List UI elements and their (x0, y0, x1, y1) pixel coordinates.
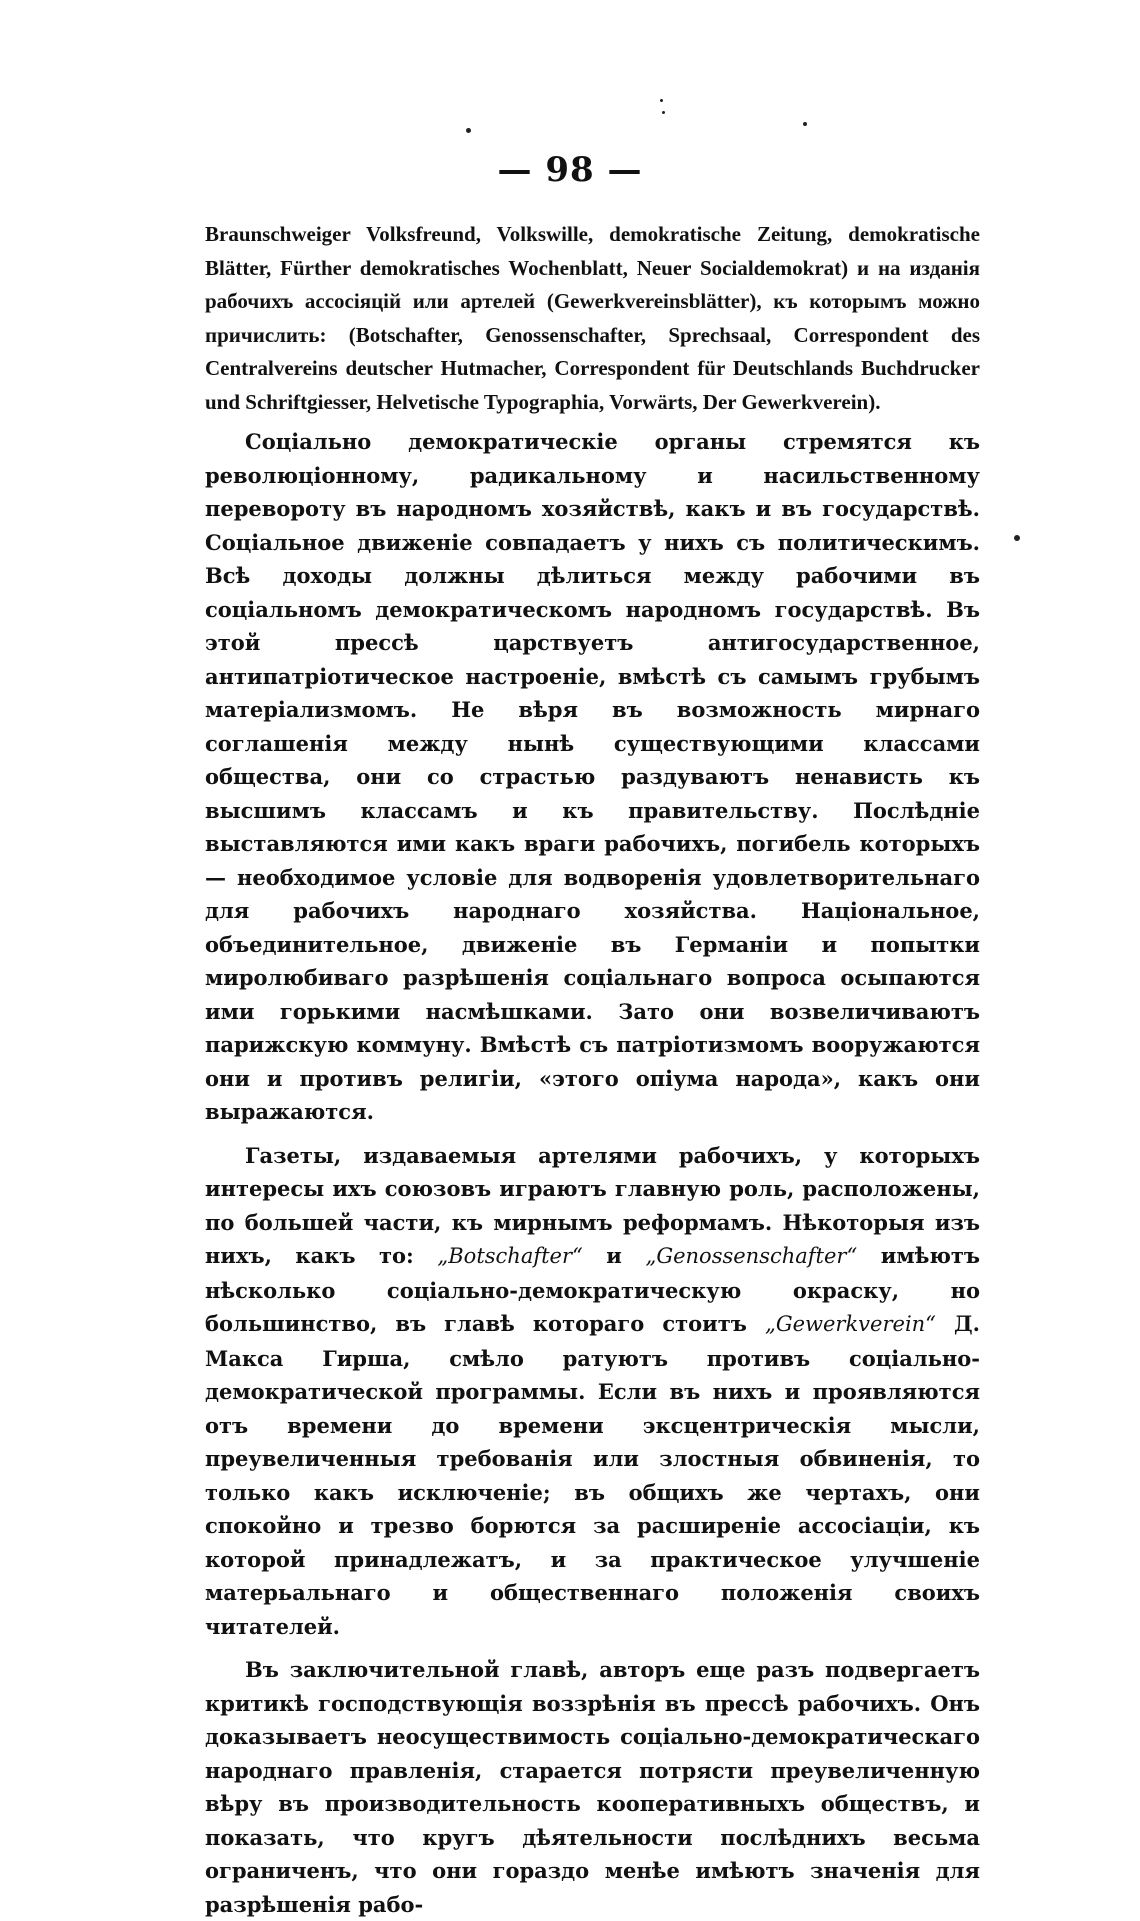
paragraph-3-part-c: имѣютъ нѣсколько соціально-демократическую окраску, но большинство, въ главѣ котораго стоитъ (205, 1243, 980, 1336)
print-speck (466, 128, 471, 133)
print-speck (662, 111, 665, 114)
page-number: — 98 — (497, 150, 643, 190)
paragraph-2: Соціально демократическіе органы стремятся къ революціонному, радикальному и насильственному перевороту въ народномъ хозяйствѣ, какъ и въ государствѣ. Соціальное движеніе совпадаетъ у нихъ съ политическимъ. Всѣ доходы должны дѣлиться между рабочими въ соціальномъ демократическомъ народномъ государствѣ. Въ этой прессѣ царствуетъ антигосударственное, антипатріотическое настроеніе, вмѣстѣ съ самымъ грубымъ матеріализмомъ. Не вѣря въ возможность мирнаго соглашенія между нынѣ существующими классами общества, они со страстью раздуваютъ ненависть къ высшимъ классамъ и къ правительству. Послѣдніе выставляются ими какъ враги рабочихъ, погибель которыхъ — необходимое условіе для водворенія удовлетворительнаго для рабочихъ народнаго хозяйства. Національное, объединительное, движеніе въ Германіи и попытки миролюбиваго разрѣшенія соціальнаго вопроса осыпаются ими горькими насмѣшками. Зато они возвеличиваютъ парижскую коммуну. Вмѣстѣ съ патріотизмомъ вооружаются они и противъ религіи, «этого опіума народа», какъ они выражаются. (205, 429, 980, 1124)
paragraph-3 (205, 1139, 980, 1644)
print-speck (1014, 535, 1020, 541)
title-gewerkverein: „Gewerkverein“ (764, 1312, 936, 1336)
paragraph-3-part-d: Д. Макса Гирша, смѣло ратуютъ противъ соціально-демократической программы. Если въ нихъ и проявляются отъ времени до времени эксцентрическія мысли, преувеличенныя требованія или злостныя обвиненія, то только какъ исключеніе; въ общихъ же чертахъ, они спокойно и трезво борются за расширеніе ассосіаціи, къ которой принадлежатъ, и за практическое улучшеніе матерьальнаго и общественнаго положенія своихъ читателей. (205, 1311, 980, 1639)
paragraph-1: Braunschweiger Volksfreund, Volkswille, demokratische Zeitung, demokratische Blätter, Fürther demokratisches Wochenblatt, Neuer Socialdemokrat) и на изданія рабочихъ ассосіяцій или артелей (Gewerkvereinsblätter), къ которымъ можно причислить: (Botschafter, Genossenschafter, Sprechsaal, Correspondent des Centralvereins deutscher Hutmacher, Correspondent für Deutschlands Buchdrucker und Schriftgiesser, Helvetische Typographia, Vorwärts, Der Gewerkverein). (205, 222, 980, 414)
paragraph-4: Въ заключительной главѣ, авторъ еще разъ подвергаетъ критикѣ господствующія воззрѣнія въ прессѣ рабочихъ. Онъ доказываетъ неосуществимость соціально-демократическаго народнаго правленія, старается потрясти преувеличенную вѣру въ производительность кооперативныхъ обществъ, и показать, что кругъ дѣятельности послѣднихъ весьма ограниченъ, что они гораздо менѣе имѣютъ значенія для разрѣшенія рабо- (205, 1657, 980, 1917)
paragraph-3-part-a: Газеты, издаваемыя артелями рабочихъ, у которыхъ интересы ихъ союзовъ играютъ главную роль, расположены, по большей части, къ мирнымъ реформамъ. Нѣкоторыя изъ нихъ, какъ то: (205, 1142, 980, 1268)
body-text (205, 218, 980, 1921)
print-speck (660, 99, 663, 102)
title-genossenschafter: „Genossenschafter“ (645, 1244, 858, 1268)
paragraph-3-part-b: и (582, 1243, 646, 1268)
title-botschafter: „Botschafter“ (437, 1244, 583, 1268)
print-speck (803, 122, 807, 126)
